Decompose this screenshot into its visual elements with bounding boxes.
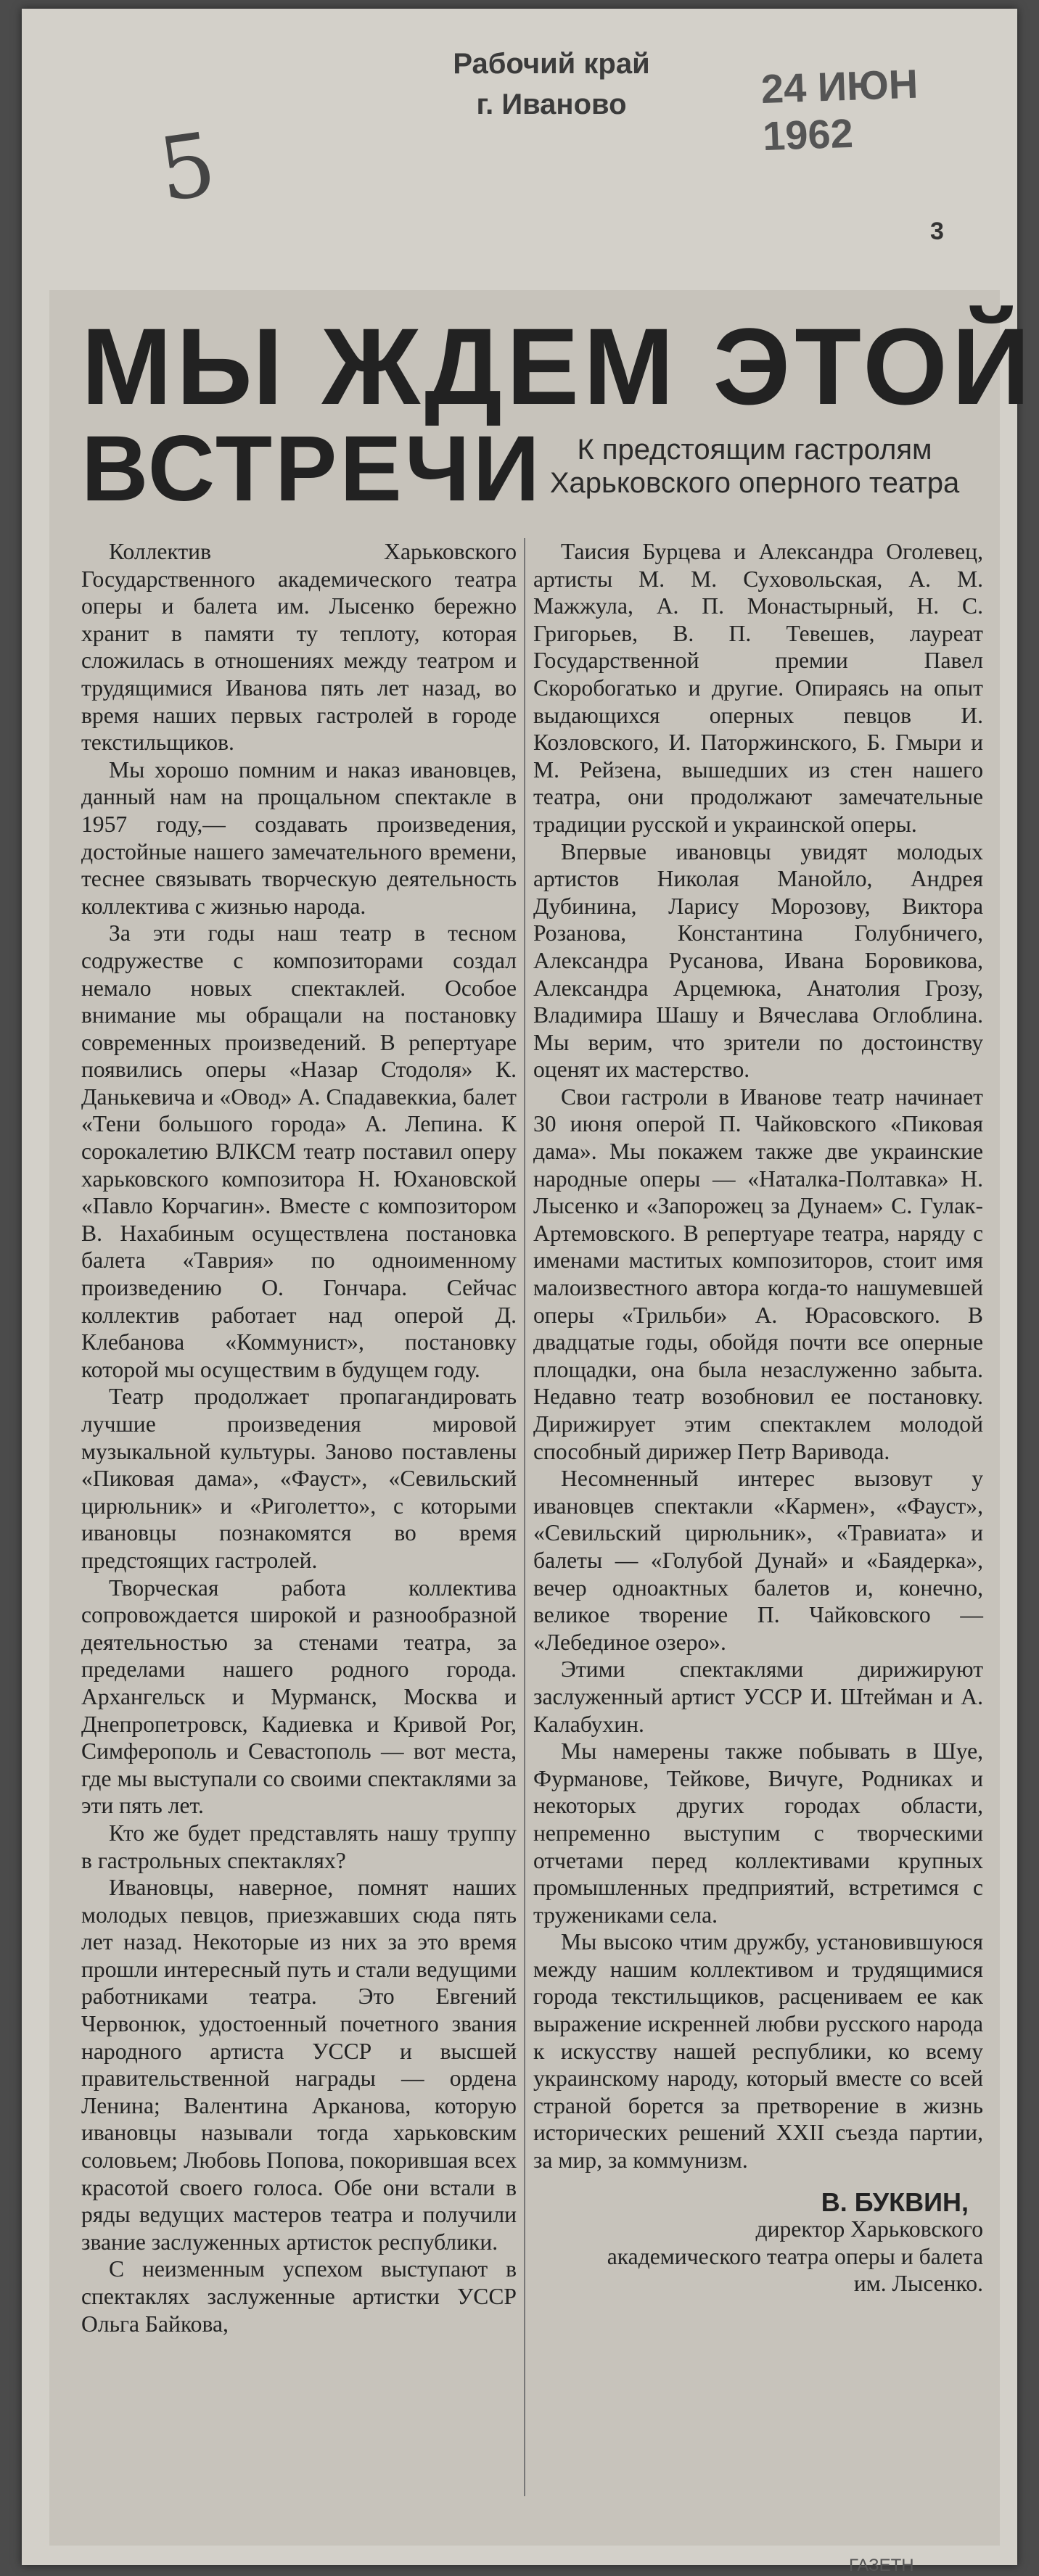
article-paragraph: Впервые ивановцы увидят молодых артистов Николая Манойло, Андрея Дубинина, Ларису Морозову, Виктора Розанова, Константина Голубничего, Александра Русанова, Ивана Боровикова, Александра Арцемюка, Анатолия Грозу, Владимира Шашу и Вячеслава Оглоблина. Мы верим, что зрители по достоинству оценят их мастерство. — [533, 838, 983, 1083]
headline-line-2: ВСТРЕЧИ — [81, 417, 543, 521]
newspaper-city: г. Иваново — [476, 88, 627, 120]
article-paragraph: Таисия Бурцева и Александра Оголевец, артисты М. М. Суховольская, А. М. Мажжула, А. П. Монастырный, Н. С. Григорьев, В. П. Тевешев, лауреат Государственной премии Павел Скоробогатько и другие. Опираясь на опыт выдающихся оперных певцов И. Козловского, И. Паторжинского, Б. Гмыри и М. Рейзена, вышедших из стен нашего театра, они продолжают замечательные традиции русской и украинской оперы. — [533, 539, 983, 837]
column-divider — [524, 538, 525, 2496]
subheadline: К предстоящим гастролям Харьковского оперного театра — [549, 434, 960, 499]
headline-line-1: МЫ ЖДЕМ ЭТОЙ — [81, 305, 1035, 427]
article-paragraph: Мы намерены также побывать в Шуе, Фурманове, Тейкове, Вичуге, Родниках и некоторых других городах области, непременно выступим с творческими отчетами перед коллективами крупных промышленных предприятий, встретимся с тружениками села. — [533, 1738, 983, 1928]
article-paragraph: Мы высоко чтим дружбу, установившуюся между нашим коллективом и трудящимися города текстильщиков, расцениваем ее как выражение искренней любви русского народа к искусству нашей республики, ко всему украинскому народу, который вместе со всей страной борется за претворение в жизнь исторических решений XXII съезда партии, за мир, за коммунизм. — [533, 1929, 983, 2174]
article-column-right — [533, 538, 983, 2298]
newspaper-source-stamp — [421, 44, 682, 125]
article-paragraph: Кто же будет представлять нашу труппу в гастрольных спектаклях? — [81, 1820, 517, 1873]
date-stamp: 24 ИЮН 1962 — [760, 60, 919, 160]
article-paragraph: Коллектив Харьковского Государственного академического театра оперы и балета им. Лысенко бережно хранит в памяти ту теплоту, которая сложилась в отношениях между театром и трудящимися Иванова пять лет назад, во время наших первых гастролей в городе текстильщиков. — [81, 539, 517, 756]
article-paragraph: Театр продолжает пропагандировать лучшие произведения мировой музыкальной культуры. Заново поставлены «Пиковая дама», «Фауст», «Севильский цирюльник» и «Риголетто», с которыми ивановцы познакомятся во время предстоящих гастролей. — [81, 1384, 517, 1573]
article-paragraph: С неизменным успехом выступают в спектаклях заслуженные артистки УССР Ольга Байкова, — [81, 2256, 517, 2337]
torn-edge-fragment: ГАЗЕТН — [849, 2556, 914, 2575]
article-paragraph: За эти годы наш театр в тесном содружестве с композиторами создал немало новых спектаклей. Особое внимание мы обращали на постановку современных произведений. В репертуаре появились оперы «Назар Стодоля» К. Данькевича и «Овод» А. Спадавеккиа, балет «Тени большого города» А. Лепина. К сорокалетию ВЛКСМ театр поставил оперу харьковского композитора Н. Юхановской «Павло Корчагин». Вместе с композитором В. Нахабиным осуществлена постановка балета «Таврия» по одноименному произведению О. Гончара. Сейчас коллектив работает над оперой Д. Клебанова «Коммунист», постановку которой мы осуществим в будущем году. — [81, 920, 517, 1382]
author-role: директор Харьковского академического театра оперы и балета им. Лысенко. — [607, 2216, 983, 2297]
handwritten-mark: 5 — [152, 114, 222, 222]
article-paragraph: Свои гастроли в Иванове театр начинает 30 июня оперой П. Чайковского «Пиковая дама». Мы покажем также две украинские народные оперы — «Наталка-Полтавка» Н. Лысенко и «Запорожец за Дунаем» С. Гулак-Артемовского. В репертуаре театра, наряду с именами маститых композиторов, стоит имя малоизвестного автора когда-то нашумевшей оперы «Трильби» А. Юрасовского. В двадцатые годы, обойдя почти все оперные площадки, она была незаслуженно забыта. Недавно театр возобновил ее постановку. Дирижирует этим спектаклем молодой способный дирижер Петр Варивода. — [533, 1083, 983, 1464]
article-paragraph: Этими спектаклями дирижируют заслуженный артист УССР И. Штейман и А. Калабухин. — [533, 1656, 983, 1737]
article-column-left — [81, 538, 517, 2337]
page-number: 3 — [930, 218, 944, 245]
article-paragraph: Несомненный интерес вызовут у ивановцев спектакли «Кармен», «Фауст», «Севильский цирюльник», «Травиата» и балеты — «Голубой Дунай» и «Баядерка», вечер одноактных балетов и, конечно, великое творение П. Чайковского — «Лебединое озеро». — [533, 1466, 983, 1655]
clipping-sheet — [22, 9, 1035, 2575]
article-paragraph: Ивановцы, наверное, помнят наших молодых певцов, приезжавших сюда пять лет назад. Некоторые из них за это время прошли интересный путь и стали ведущими работниками театра. Это Евгений Червонюк, удостоенный почетного звания народного артиста УССР и высшей правительственной награды — ордена Ленина; Валентина Арканова, которую ивановцы называли тогда харьковским соловьем; Любовь Попова, покорившая всех красотой своего голоса. Обе они встали в ряды ведущих мастеров театра и получили звание заслуженных артисток республики. — [81, 1875, 517, 2255]
newspaper-name: Рабочий край — [453, 48, 650, 80]
article-paragraph: Творческая работа коллектива сопровождается широкой и разнообразной деятельностью за стенами театра, за пределами нашего родного города. Архангельск и Мурманск, Москва и Днепропетровск, Кадиевка и Кривой Рог, Симферополь и Севастополь — вот места, где мы выступали со своими спектаклями за эти пять лет. — [81, 1574, 517, 1819]
article-paragraph: Мы хорошо помним и наказ ивановцев, данный нам на прощальном спектакле в 1957 году,— создавать произведения, достойные нашего замечательного времени, теснее связывать творческую деятельность коллектива с жизнью народа. — [81, 756, 517, 919]
author-name: В. БУКВИН, — [821, 2187, 969, 2217]
